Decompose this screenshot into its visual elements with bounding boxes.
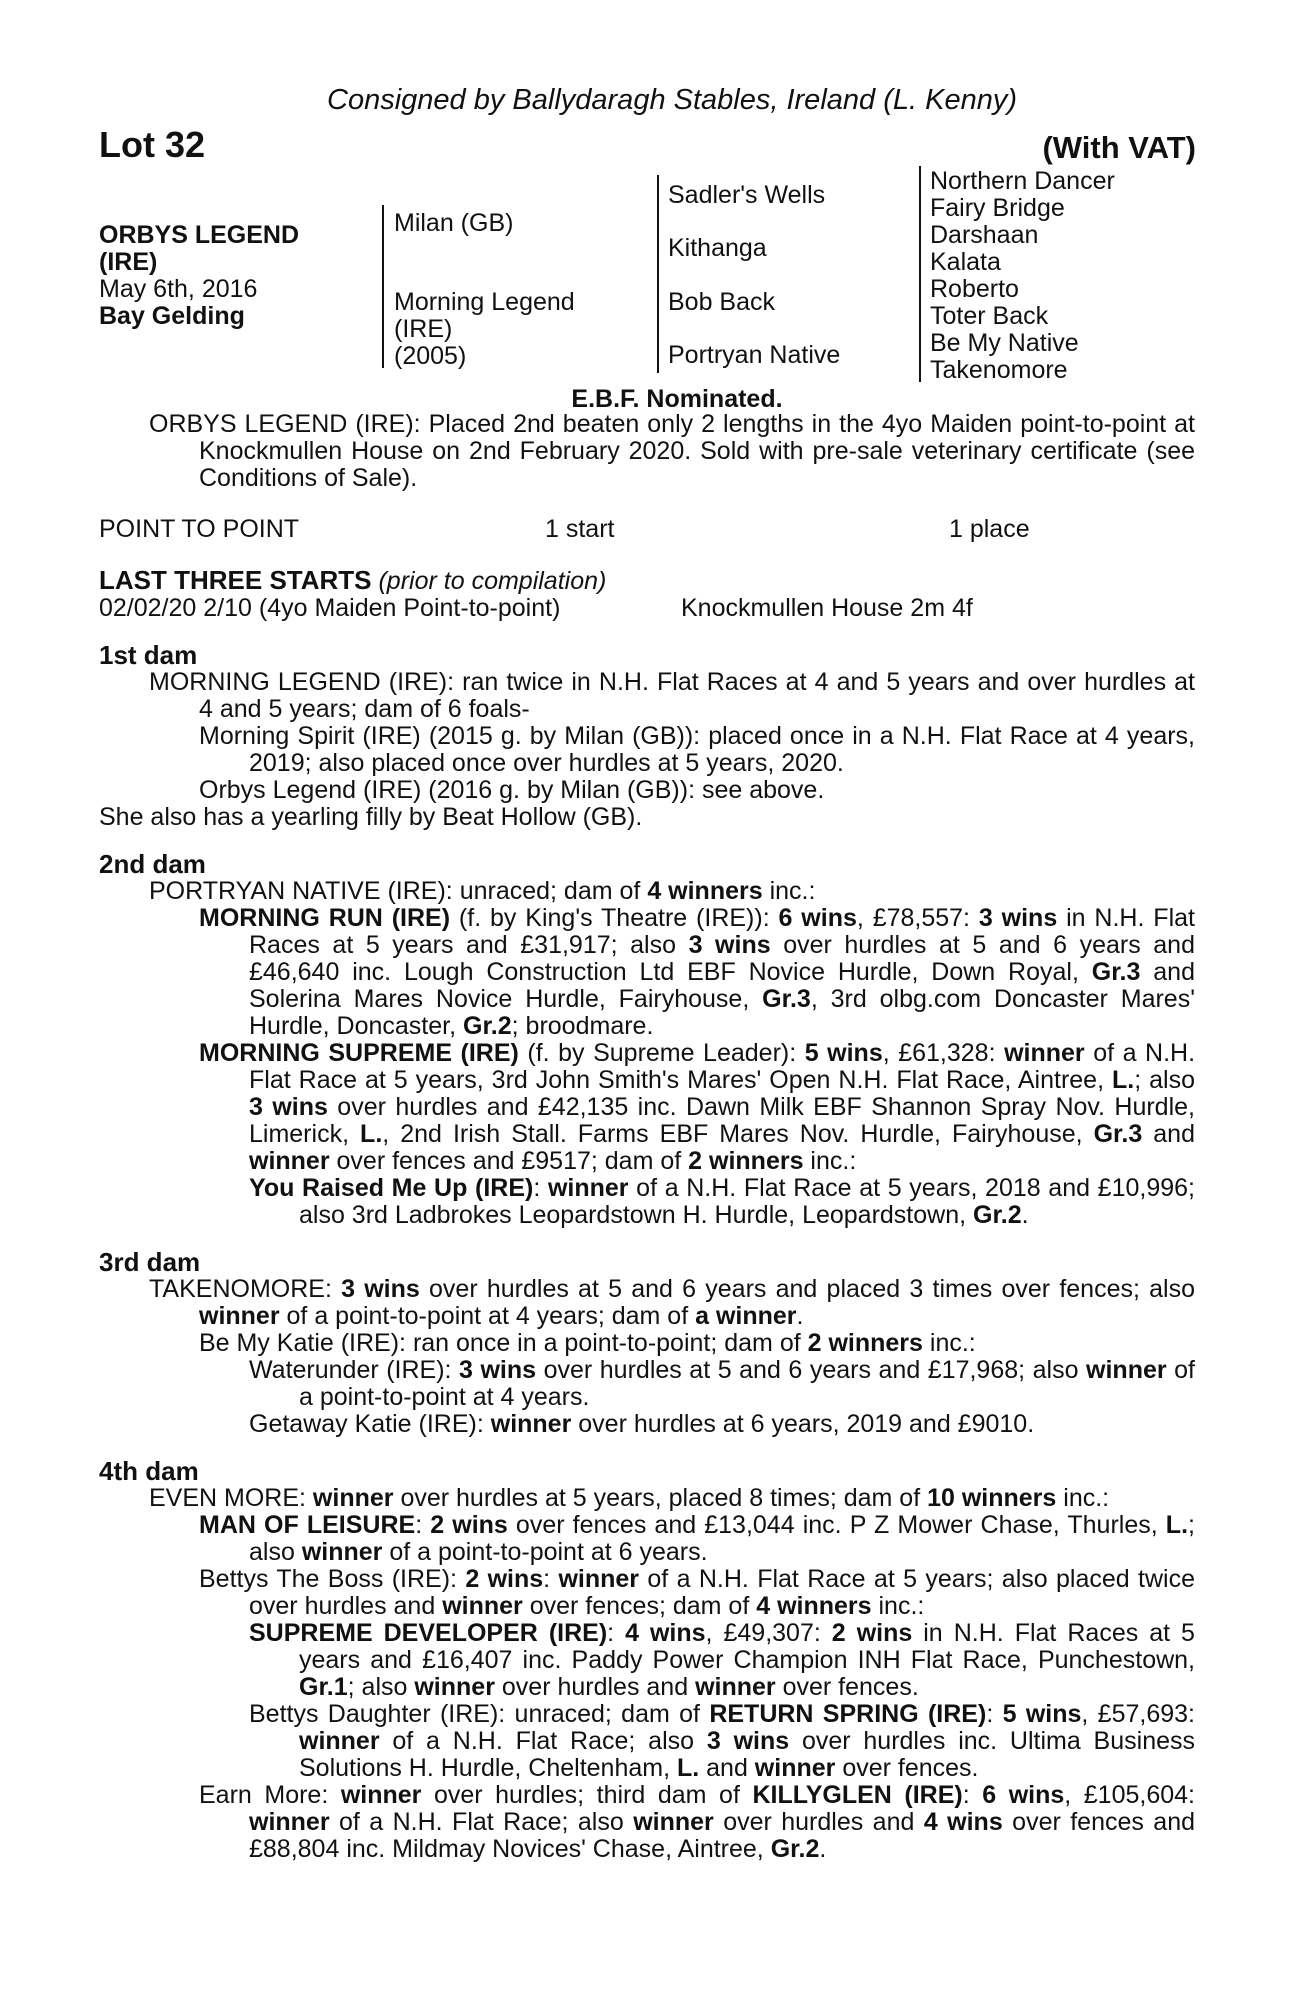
pedigree-dam-year: (2005) (394, 342, 467, 370)
horse-identity (99, 222, 299, 330)
pedigree-dam (394, 289, 575, 370)
second-dam-heading: 2nd dam (99, 849, 206, 879)
lot-number: Lot 32 (99, 124, 206, 165)
ancestor: Be My Native (930, 329, 1079, 357)
pedigree-gd: Kithanga (668, 234, 767, 262)
first-dam-foal: Morning Spirit (IRE) (2015 g. by Milan (GB)): placed once in a N.H. Flat Race at 4 years, 2019; also placed once over hurdles at 5 years, 2020. (199, 722, 1195, 777)
ancestor: Fairy Bridge (930, 194, 1065, 222)
last-three-heading (99, 567, 1195, 595)
pedigree-divider-2 (657, 175, 659, 373)
pedigree-dgs: Bob Back (668, 288, 776, 316)
record-places: 1 place (949, 515, 1030, 543)
progeny-man-of-leisure: MAN OF LEISURE: 2 wins over fences and £13,044 inc. P Z Mower Chase, Thurles, L.; also winner of a point-to-point at 6 years. (199, 1511, 1195, 1566)
progeny-morning-run: MORNING RUN (IRE) (f. by King's Theatre (IRE)): 6 wins, £78,557: 3 wins in N.H. Flat Races at 5 years and £31,917; also 3 wins over hurdles at 5 and 6 years and £46,640 inc. Lough Construction Ltd EBF Novice Hurdle, Down Royal, Gr.3 and Solerina Mares Novice Hurdle, Fairyhouse, Gr.3, 3rd olbg.com Doncaster Mares' Hurdle, Doncaster, Gr.2; broodmare. (199, 904, 1195, 1040)
third-dam-heading: 3rd dam (99, 1247, 201, 1277)
first-dam-heading: 1st dam (99, 640, 198, 670)
last-run (99, 595, 1195, 622)
second-dam-text: PORTRYAN NATIVE (IRE): unraced; dam of 4 winners inc.: (149, 877, 816, 905)
progeny-be-my-katie: Be My Katie (IRE): ran once in a point-to-point; dam of 2 winners inc.: (199, 1329, 976, 1357)
progeny-getaway-katie: Getaway Katie (IRE): winner over hurdles at 6 years, 2019 and £9010. (249, 1410, 1035, 1438)
pedigree-g4 (930, 168, 1115, 384)
first-dam-foal: Orbys Legend (IRE) (2016 g. by Milan (GB)): see above. (199, 776, 825, 804)
run-detail: 02/02/20 2/10 (4yo Maiden Point-to-point) (99, 594, 561, 622)
ebf-nominated: E.B.F. Nominated. (571, 385, 783, 413)
pedigree-dam-country: (IRE) (394, 315, 453, 343)
record-starts: 1 start (545, 515, 615, 543)
horse-country: (IRE) (99, 248, 158, 276)
progeny-waterunder: Waterunder (IRE): 3 wins over hurdles at 5 and 6 years and £17,968; also winner of a point-to-point at 4 years. (249, 1356, 1195, 1411)
horse-dob: May 6th, 2016 (99, 275, 258, 303)
intro-text: ORBYS LEGEND (IRE): Placed 2nd beaten only 2 lengths in the 4yo Maiden point-to-point at Knockmullen House on 2nd February 2020. Sold with pre-sale veterinary certificate (see Conditions of Sale). (149, 410, 1195, 492)
progeny-bettys-daughter: Bettys Daughter (IRE): unraced; dam of RETURN SPRING (IRE): 5 wins, £57,693: winner of a N.H. Flat Race; also 3 wins over hurdles inc. Ultima Business Solutions H. Hurdle, Cheltenham, L. and winner over fences. (249, 1700, 1195, 1782)
ancestor: Darshaan (930, 221, 1039, 249)
third-dam-text: TAKENOMORE: 3 wins over hurdles at 5 and 6 years and placed 3 times over fences; also winner of a point-to-point at 4 years; dam of a winner. (149, 1275, 1195, 1330)
ancestor: Toter Back (930, 302, 1049, 330)
ancestor: Takenomore (930, 356, 1068, 384)
ancestor: Northern Dancer (930, 167, 1115, 195)
run-venue: Knockmullen House 2m 4f (681, 594, 973, 622)
pedigree-dgd: Portryan Native (668, 341, 841, 369)
pedigree-divider-3 (919, 166, 921, 382)
horse-name: ORBYS LEGEND (99, 221, 300, 249)
first-dam-text: MORNING LEGEND (IRE): ran twice in N.H. Flat Races at 4 and 5 years and over hurdles at 4 and 5 years; dam of 6 foals- (149, 668, 1195, 723)
vat-note: (With VAT) (1042, 130, 1196, 165)
progeny-bettys-the-boss: Bettys The Boss (IRE): 2 wins: winner of a N.H. Flat Race at 5 years; also placed twice over hurdles and winner over fences; dam of 4 winners inc.: (199, 1565, 1195, 1620)
ancestor: Kalata (930, 248, 1001, 276)
section-heading: LAST THREE STARTS (99, 565, 372, 595)
section-note: (prior to compilation) (378, 567, 607, 595)
fourth-dam-heading: 4th dam (99, 1456, 199, 1486)
progeny-earn-more: Earn More: winner over hurdles; third dam of KILLYGLEN (IRE): 6 wins, £105,604: winner of a N.H. Flat Race; also winner over hurdles and 4 wins over fences and £88,804 inc. Mildmay Novices' Chase, Aintree, Gr.2. (199, 1781, 1196, 1863)
pedigree-dam-name: Morning Legend (394, 288, 575, 316)
horse-sex: Bay Gelding (99, 302, 245, 330)
progeny-you-raised-me-up: You Raised Me Up (IRE): winner of a N.H. Flat Race at 5 years, 2018 and £10,996; also 3rd Ladbrokes Leopardstown H. Hurdle, Leopardstown, Gr.2. (249, 1174, 1195, 1229)
record-label: POINT TO POINT (99, 515, 300, 543)
consignor-line: Consigned by Ballydaragh Stables, Ireland (L. Kenny) (327, 84, 1017, 116)
progeny-supreme-developer: SUPREME DEVELOPER (IRE): 4 wins, £49,307: 2 wins in N.H. Flat Races at 5 years and £16,407 inc. Paddy Power Champion INH Flat Race, Punchestown, Gr.1; also winner over hurdles and winner over fences. (249, 1619, 1195, 1701)
progeny-morning-supreme: MORNING SUPREME (IRE) (f. by Supreme Leader): 5 wins, £61,328: winner of a N.H. Flat Race at 5 years, 3rd John Smith's Mares' Open N.H. Flat Race, Aintree, L.; also 3 wins over hurdles and £42,135 inc. Dawn Milk EBF Shannon Spray Nov. Hurdle, Limerick, L., 2nd Irish Stall. Farms EBF Mares Nov. Hurdle, Fairyhouse, Gr.3 and winner over fences and £9517; dam of 2 winners inc.: (199, 1039, 1196, 1175)
pedigree-gs: Sadler's Wells (668, 181, 826, 209)
fourth-dam-text: EVEN MORE: winner over hurdles at 5 years, placed 8 times; dam of 10 winners inc.: (149, 1484, 1110, 1512)
first-dam-yearling: She also has a yearling filly by Beat Hollow (GB). (99, 803, 643, 831)
race-record (99, 516, 1195, 543)
catalogue-body (99, 411, 1195, 1863)
pedigree-divider-1 (382, 205, 384, 368)
pedigree-sire: Milan (GB) (394, 209, 514, 237)
ancestor: Roberto (930, 275, 1019, 303)
